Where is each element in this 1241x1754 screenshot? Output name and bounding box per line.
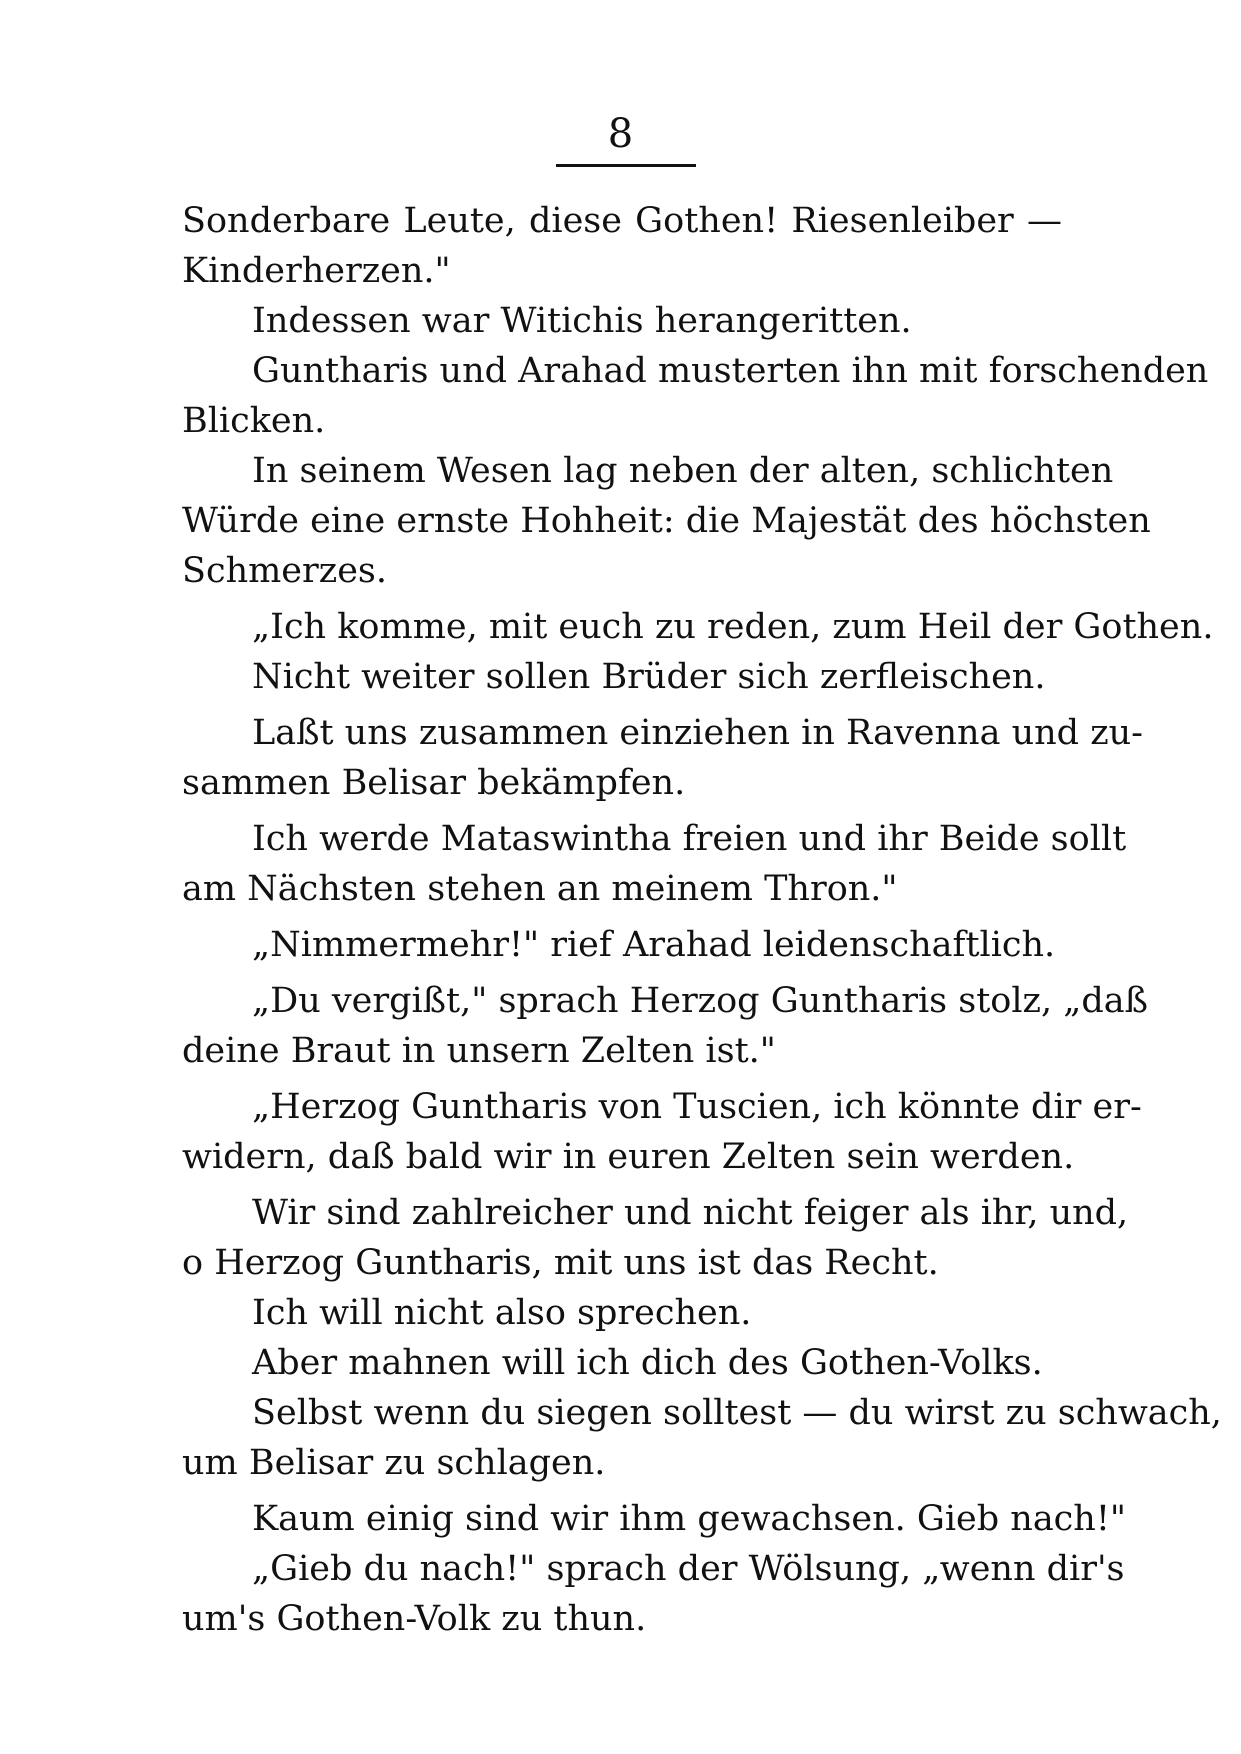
body-text — [182, 196, 1222, 1644]
text-line: widern, daß bald wir in euren Zelten sein werden. — [182, 1137, 1075, 1177]
text-line: Ich will nicht also sprechen. — [252, 1293, 752, 1333]
text-line: Laßt uns zusammen einziehen in Ravenna und zu- — [252, 713, 1143, 753]
text-line: Schmerzes. — [182, 551, 387, 591]
text-line: Ich werde Mataswintha freien und ihr Beide sollt — [252, 819, 1127, 859]
text-line: „Gieb du nach!" sprach der Wölsung, „wenn dir's — [252, 1549, 1125, 1589]
text-line: Kaum einig sind wir ihm gewachsen. Gieb nach!" — [252, 1499, 1126, 1539]
text-line: Guntharis und Arahad musterten ihn mit forschenden — [252, 351, 1209, 391]
text-line: Wir sind zahlreicher und nicht feiger als ihr, und, — [252, 1193, 1129, 1233]
text-line: Kinderherzen." — [182, 251, 451, 291]
page-number: 8 — [607, 111, 634, 157]
text-line: Nicht weiter sollen Brüder sich zerfleischen. — [252, 657, 1046, 697]
text-line: Selbst wenn du siegen solltest — du wirst zu schwach, — [252, 1393, 1222, 1433]
text-line: Würde eine ernste Hohheit: die Majestät des höchsten — [182, 501, 1151, 541]
text-line: „Nimmermehr!" rief Arahad leidenschaftlich. — [252, 925, 1056, 965]
text-line: sammen Belisar bekämpfen. — [182, 763, 686, 803]
text-line: deine Braut in unsern Zelten ist." — [182, 1031, 776, 1071]
text-line: um's Gothen-Volk zu thun. — [182, 1599, 647, 1639]
text-line: Blicken. — [182, 401, 326, 441]
text-line: Aber mahnen will ich dich des Gothen-Volks. — [252, 1343, 1043, 1383]
text-line: „Du vergißt," sprach Herzog Guntharis stolz, „daß — [252, 981, 1149, 1021]
text-line: In seinem Wesen lag neben der alten, schlichten — [252, 451, 1114, 491]
text-line: um Belisar zu schlagen. — [182, 1443, 606, 1483]
text-line: am Nächsten stehen an meinem Thron." — [182, 869, 898, 909]
text-line: „Ich komme, mit euch zu reden, zum Heil der Gothen. — [252, 607, 1214, 647]
page-number-rule — [556, 164, 696, 167]
text-line: „Herzog Guntharis von Tuscien, ich könnte dir er- — [252, 1087, 1142, 1127]
text-line: Sonderbare Leute, diese Gothen! Riesenleiber — — [182, 201, 1062, 241]
text-line: o Herzog Guntharis, mit uns ist das Recht. — [182, 1243, 939, 1283]
text-line: Indessen war Witichis herangeritten. — [252, 301, 912, 341]
